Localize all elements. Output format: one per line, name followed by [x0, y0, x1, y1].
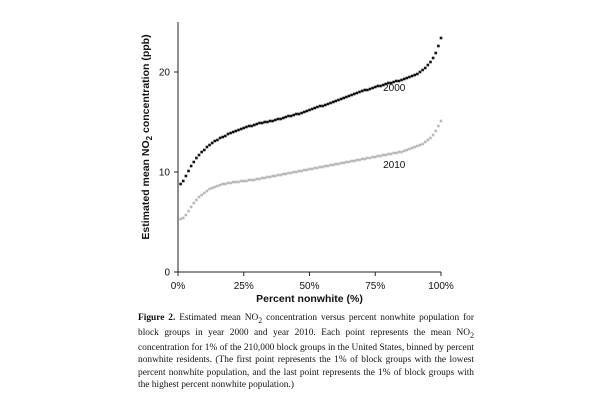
data-point-2010	[227, 182, 230, 185]
data-point-2000	[411, 75, 414, 78]
data-point-2000	[219, 137, 222, 140]
data-point-2010	[211, 187, 214, 190]
data-point-2010	[335, 163, 338, 166]
data-point-2010	[192, 202, 195, 205]
data-point-2010	[421, 143, 424, 146]
data-point-2010	[258, 178, 261, 181]
y-tick-label: 0	[164, 267, 170, 279]
data-point-2010	[306, 169, 309, 172]
data-point-2000	[363, 89, 366, 92]
data-point-2000	[248, 125, 251, 128]
data-point-2000	[211, 142, 214, 145]
series-label-2010: 2010	[383, 160, 406, 171]
data-point-2000	[395, 80, 398, 83]
data-point-2000	[369, 88, 372, 91]
data-point-2010	[203, 192, 206, 195]
data-point-2010	[358, 159, 361, 162]
data-point-2000	[437, 45, 440, 48]
data-point-2010	[292, 171, 295, 174]
data-point-2010	[206, 190, 209, 193]
data-point-2010	[382, 154, 385, 157]
data-point-2010	[208, 188, 211, 191]
data-point-2000	[424, 67, 427, 70]
data-point-2000	[192, 161, 195, 164]
data-point-2010	[232, 181, 235, 184]
data-point-2010	[369, 157, 372, 160]
data-point-2010	[392, 152, 395, 155]
data-point-2010	[411, 147, 414, 150]
figure-caption	[138, 312, 474, 391]
data-point-2000	[403, 78, 406, 81]
data-point-2010	[190, 206, 193, 209]
data-point-2000	[419, 71, 422, 74]
data-point-2010	[266, 176, 269, 179]
y-axis-title	[140, 34, 154, 239]
data-point-2000	[203, 149, 206, 152]
data-point-2010	[395, 152, 398, 155]
caption-subscript-2: 2	[470, 330, 474, 340]
x-tick-label: 0%	[170, 281, 186, 292]
data-point-2000	[287, 115, 290, 118]
y-axis-ticks	[159, 68, 178, 279]
y-axis-title-part2: concentration (ppb)	[140, 34, 152, 136]
data-point-2000	[250, 125, 253, 128]
data-point-2000	[356, 92, 359, 95]
data-point-2000	[185, 175, 188, 178]
data-point-2000	[277, 118, 280, 121]
data-point-2010	[324, 165, 327, 168]
data-point-2000	[335, 100, 338, 103]
data-point-2010	[419, 144, 422, 147]
data-point-2010	[316, 167, 319, 170]
data-point-2010	[413, 146, 416, 149]
data-point-2010	[185, 214, 188, 217]
data-point-2000	[292, 114, 295, 117]
data-point-2010	[329, 164, 332, 167]
data-point-2000	[306, 110, 309, 113]
x-tick-label: 50%	[299, 281, 320, 292]
data-point-2010	[245, 180, 248, 183]
data-point-2000	[263, 121, 266, 124]
data-point-2010	[279, 174, 282, 177]
data-point-2000	[274, 119, 277, 122]
data-point-2000	[198, 154, 201, 157]
data-point-2010	[390, 153, 393, 156]
data-point-2010	[198, 196, 201, 199]
y-axis-title-part1: Estimated mean NO	[140, 140, 152, 240]
data-point-2000	[290, 115, 293, 118]
data-point-2010	[300, 170, 303, 173]
data-point-2010	[429, 137, 432, 140]
data-point-2000	[258, 122, 261, 125]
data-point-2000	[440, 37, 443, 40]
data-point-2010	[406, 149, 409, 152]
data-point-2010	[179, 218, 182, 221]
data-point-2010	[387, 153, 390, 156]
data-point-2010	[427, 139, 430, 142]
data-point-2010	[337, 163, 340, 166]
data-point-2010	[248, 179, 251, 182]
data-point-2000	[245, 126, 248, 129]
data-point-2010	[408, 148, 411, 151]
data-point-2000	[235, 130, 238, 133]
data-point-2010	[224, 183, 227, 186]
data-point-2010	[287, 172, 290, 175]
data-point-2010	[356, 159, 359, 162]
data-point-2010	[308, 168, 311, 171]
data-point-2010	[214, 186, 217, 189]
data-point-2000	[413, 74, 416, 77]
data-point-2010	[434, 130, 437, 133]
data-point-2000	[208, 144, 211, 147]
figure-label: Figure 2.	[138, 313, 176, 323]
data-point-2010	[374, 156, 377, 159]
data-point-2010	[269, 176, 272, 179]
data-point-2000	[319, 105, 322, 108]
data-point-2010	[424, 141, 427, 144]
caption-text-1: Estimated mean NO	[175, 313, 259, 323]
data-point-2010	[384, 154, 387, 157]
data-point-2010	[398, 151, 401, 154]
data-point-2000	[406, 77, 409, 80]
data-point-2000	[295, 113, 298, 116]
data-point-2010	[416, 145, 419, 148]
data-point-2010	[200, 194, 203, 197]
data-point-2010	[237, 181, 240, 184]
data-point-2000	[271, 120, 274, 123]
data-point-2000	[400, 79, 403, 82]
data-point-2010	[348, 161, 351, 164]
data-point-2000	[206, 146, 209, 149]
data-point-2000	[200, 151, 203, 154]
data-point-2000	[316, 106, 319, 109]
data-point-2000	[421, 69, 424, 72]
data-point-2010	[353, 160, 356, 163]
data-point-2010	[235, 181, 238, 184]
data-point-2010	[437, 125, 440, 128]
data-point-2000	[332, 101, 335, 104]
data-point-2010	[263, 177, 266, 180]
data-point-2000	[195, 157, 198, 160]
data-point-2010	[361, 158, 364, 161]
y-axis-title-subscript: 2	[145, 135, 154, 141]
data-point-2000	[216, 139, 219, 142]
data-point-2000	[214, 140, 217, 143]
data-point-2010	[363, 158, 366, 161]
data-point-2000	[337, 99, 340, 102]
data-point-2010	[277, 174, 280, 177]
data-point-2000	[353, 93, 356, 96]
data-point-2000	[327, 103, 330, 106]
data-point-2010	[182, 217, 185, 220]
data-point-2010	[261, 177, 264, 180]
x-tick-label: 25%	[233, 281, 254, 292]
data-point-2000	[256, 123, 259, 126]
x-tick-label: 75%	[365, 281, 386, 292]
data-point-2010	[240, 180, 243, 183]
data-point-2000	[313, 107, 316, 110]
data-point-2000	[303, 111, 306, 114]
data-point-2010	[298, 170, 301, 173]
data-point-2000	[190, 165, 193, 168]
axes	[178, 22, 441, 272]
data-point-2010	[187, 210, 190, 213]
data-point-2000	[361, 90, 364, 93]
data-point-2000	[298, 113, 301, 116]
data-point-2000	[279, 118, 282, 121]
data-point-2010	[319, 166, 322, 169]
data-point-2000	[398, 80, 401, 83]
data-point-2000	[345, 96, 348, 99]
data-point-2010	[371, 156, 374, 159]
data-point-2000	[308, 109, 311, 112]
data-point-2000	[300, 112, 303, 115]
data-point-2000	[227, 133, 230, 136]
data-point-2000	[182, 180, 185, 183]
data-point-2000	[416, 73, 419, 76]
data-point-2000	[240, 128, 243, 131]
data-point-2000	[179, 183, 182, 186]
data-point-2010	[229, 182, 232, 185]
data-point-2000	[348, 95, 351, 98]
data-point-2000	[261, 122, 264, 125]
y-tick-label: 10	[158, 167, 170, 179]
x-axis-title: Percent nonwhite (%)	[256, 293, 363, 305]
data-point-2000	[269, 120, 272, 123]
data-point-2000	[229, 132, 232, 135]
data-point-2000	[371, 87, 374, 90]
data-point-2010	[377, 155, 380, 158]
data-point-2010	[321, 166, 324, 169]
data-point-2010	[327, 165, 330, 168]
data-point-2010	[340, 162, 343, 165]
data-point-2010	[440, 120, 443, 123]
data-point-2000	[266, 121, 269, 124]
data-point-2000	[285, 116, 288, 119]
data-point-2000	[242, 127, 245, 130]
data-point-2010	[432, 134, 435, 137]
data-point-2000	[221, 136, 224, 139]
series-labels	[383, 83, 406, 171]
data-point-2010	[303, 169, 306, 172]
data-point-2000	[237, 129, 240, 132]
data-point-2010	[379, 155, 382, 158]
data-point-2000	[232, 131, 235, 134]
data-point-2000	[253, 124, 256, 127]
data-point-2010	[271, 175, 274, 178]
data-point-2010	[350, 160, 353, 163]
data-point-2010	[313, 167, 316, 170]
data-point-2000	[342, 97, 345, 100]
data-point-2010	[332, 164, 335, 167]
data-point-2000	[329, 102, 332, 105]
data-point-2000	[408, 76, 411, 79]
series-label-2000: 2000	[383, 83, 406, 94]
data-point-2000	[366, 89, 369, 92]
data-point-2000	[321, 105, 324, 108]
x-axis-ticks	[171, 272, 454, 292]
data-point-2000	[358, 91, 361, 94]
data-point-2010	[403, 150, 406, 153]
data-point-2010	[253, 179, 256, 182]
data-point-2010	[400, 151, 403, 154]
data-point-2010	[345, 161, 348, 164]
data-point-2010	[295, 171, 298, 174]
data-point-2000	[434, 52, 437, 55]
data-point-2010	[274, 175, 277, 178]
data-point-2000	[324, 104, 327, 107]
data-point-2000	[282, 117, 285, 120]
data-point-2010	[195, 199, 198, 202]
data-point-2010	[219, 184, 222, 187]
caption-subscript-1: 2	[258, 315, 263, 325]
y-tick-label: 20	[158, 67, 170, 79]
caption-text-3: concentration for 1% of the 210,000 block groups in the United States, binned by percent nonwhite residents. (The first point represents the 1% of block groups with the lowest percent nonwhite population, and the last point represents the 1% of block groups with the highest percent nonwhite population.)	[138, 343, 474, 390]
x-tick-label: 100%	[428, 281, 454, 292]
caption-text-2: concentration versus percent nonwhite population for block groups in year 2000 and year 2010. Each point represents the mean NO	[138, 313, 474, 339]
data-point-2010	[290, 172, 293, 175]
data-point-2010	[311, 168, 314, 171]
data-point-2000	[340, 98, 343, 101]
data-point-2000	[427, 64, 430, 67]
data-point-2000	[432, 57, 435, 60]
data-point-2000	[187, 170, 190, 173]
data-point-2010	[342, 162, 345, 165]
data-point-2010	[282, 173, 285, 176]
data-point-2010	[250, 179, 253, 182]
data-point-2000	[350, 94, 353, 97]
data-point-2010	[366, 157, 369, 160]
data-point-2000	[429, 61, 432, 64]
data-point-2000	[311, 108, 314, 111]
data-point-2010	[242, 180, 245, 183]
data-point-2000	[224, 135, 227, 138]
data-point-2000	[374, 86, 377, 89]
data-point-2010	[221, 183, 224, 186]
data-point-2010	[285, 173, 288, 176]
data-point-2000	[377, 85, 380, 88]
data-point-2000	[379, 85, 382, 88]
data-point-2010	[216, 185, 219, 188]
data-point-2010	[256, 178, 259, 181]
